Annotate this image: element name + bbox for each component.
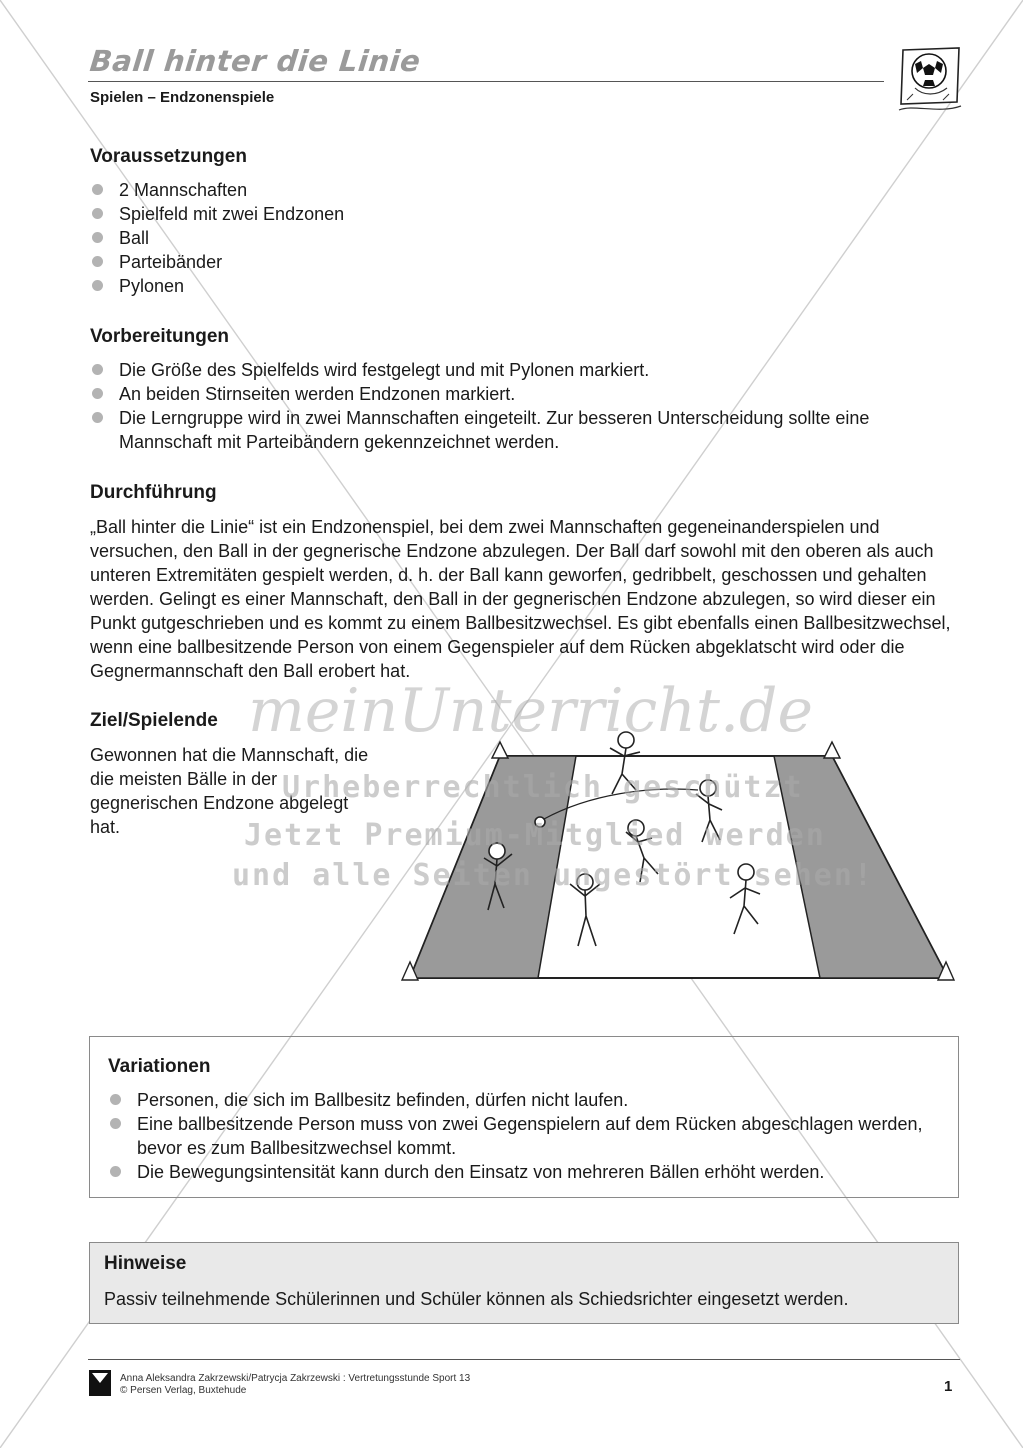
page-subtitle: Spielen – Endzonenspiele <box>90 89 275 106</box>
playing-field-illustration <box>400 724 960 988</box>
footer-author: Anna Aleksandra Zakrzewski/Patrycja Zakrzewski : Vertretungsstunde Sport 13 <box>120 1373 471 1384</box>
list-item: An beiden Stirnseiten werden Endzonen markiert. <box>90 382 940 406</box>
ziel-text: Gewonnen hat die Mannschaft, die die meisten Bälle in der gegnerischen Endzone abgelegt hat. <box>90 745 369 837</box>
footer-rule <box>88 1359 960 1360</box>
list-item: 2 Mannschaften <box>90 178 870 202</box>
page-title: Ball hinter die Linie <box>88 44 423 78</box>
durchfuehrung-text: „Ball hinter die Linie“ ist ein Endzonenspiel, bei dem zwei Mannschaften gegeneinanderspielen und versuchen, den Ball in der gegnerische Endzone abzulegen. Der Ball darf sowohl mit den oberen als auch unteren Extremitäten gespielt werden, d. h. der Ball kann geworfen, gedribbelt, geschossen und gehalten werden. Gelingt es einer Mannschaft, den Ball in der gegnerischen Endzone abzulegen, so wird dieser ein Punkt gutgeschrieben und es kommt zu einem Ballbesitzwechsel. Es gibt ebenfalls einen Ballbesitzwechsel, wenn eine ballbesitzende Person von einem Gegenspieler auf dem Rücken abgeklatscht wird oder die Gegnermannschaft den Ball erobert hat. <box>90 517 951 681</box>
section-heading-variationen: Variationen <box>108 1056 211 1077</box>
page-number: 1 <box>944 1378 953 1395</box>
header-rule <box>88 81 884 82</box>
section-heading-hinweise: Hinweise <box>104 1253 187 1274</box>
list-variationen <box>108 1088 943 1184</box>
soccer-ball-icon <box>893 44 965 118</box>
footer-copyright: © Persen Verlag, Buxtehude <box>120 1385 247 1396</box>
section-heading-vorbereitungen: Vorbereitungen <box>90 326 229 347</box>
watermark-line3: und alle Seiten ungestört sehen! <box>232 858 874 893</box>
section-heading-ziel: Ziel/Spielende <box>90 710 218 731</box>
watermark-line2: Jetzt Premium-Mitglied werden <box>244 818 826 853</box>
list-voraussetzungen <box>90 178 870 298</box>
list-item: Parteibänder <box>90 250 870 274</box>
persen-logo <box>89 1370 111 1396</box>
hinweise-text: Passiv teilnehmende Schülerinnen und Schüler können als Schiedsrichter eingesetzt werden. <box>104 1289 849 1309</box>
watermark-brand: meinUnterricht.de <box>248 676 813 746</box>
section-heading-voraussetzungen: Voraussetzungen <box>90 146 247 167</box>
section-heading-durchfuehrung: Durchführung <box>90 482 217 503</box>
list-item: Die Lerngruppe wird in zwei Mannschaften eingeteilt. Zur besseren Unterscheidung sollte eine Mannschaft mit Parteibändern gekennzeichnet werden. <box>90 406 940 454</box>
list-item: Die Größe des Spielfelds wird festgelegt und mit Pylonen markiert. <box>90 358 940 382</box>
list-item: Pylonen <box>90 274 870 298</box>
list-item: Spielfeld mit zwei Endzonen <box>90 202 870 226</box>
hinweise-box <box>89 1242 959 1324</box>
list-item: Personen, die sich im Ballbesitz befinden, dürfen nicht laufen. <box>108 1088 943 1112</box>
list-item: Eine ballbesitzende Person muss von zwei Gegenspielern auf dem Rücken abgeschlagen werden, bevor es zum Ballbesitzwechsel kommt. <box>108 1112 943 1160</box>
list-item: Die Bewegungsintensität kann durch den Einsatz von mehreren Bällen erhöht werden. <box>108 1160 943 1184</box>
list-item: Ball <box>90 226 870 250</box>
watermark-line1: Urheberrechtlich geschützt <box>282 770 804 805</box>
list-vorbereitungen <box>90 358 940 454</box>
